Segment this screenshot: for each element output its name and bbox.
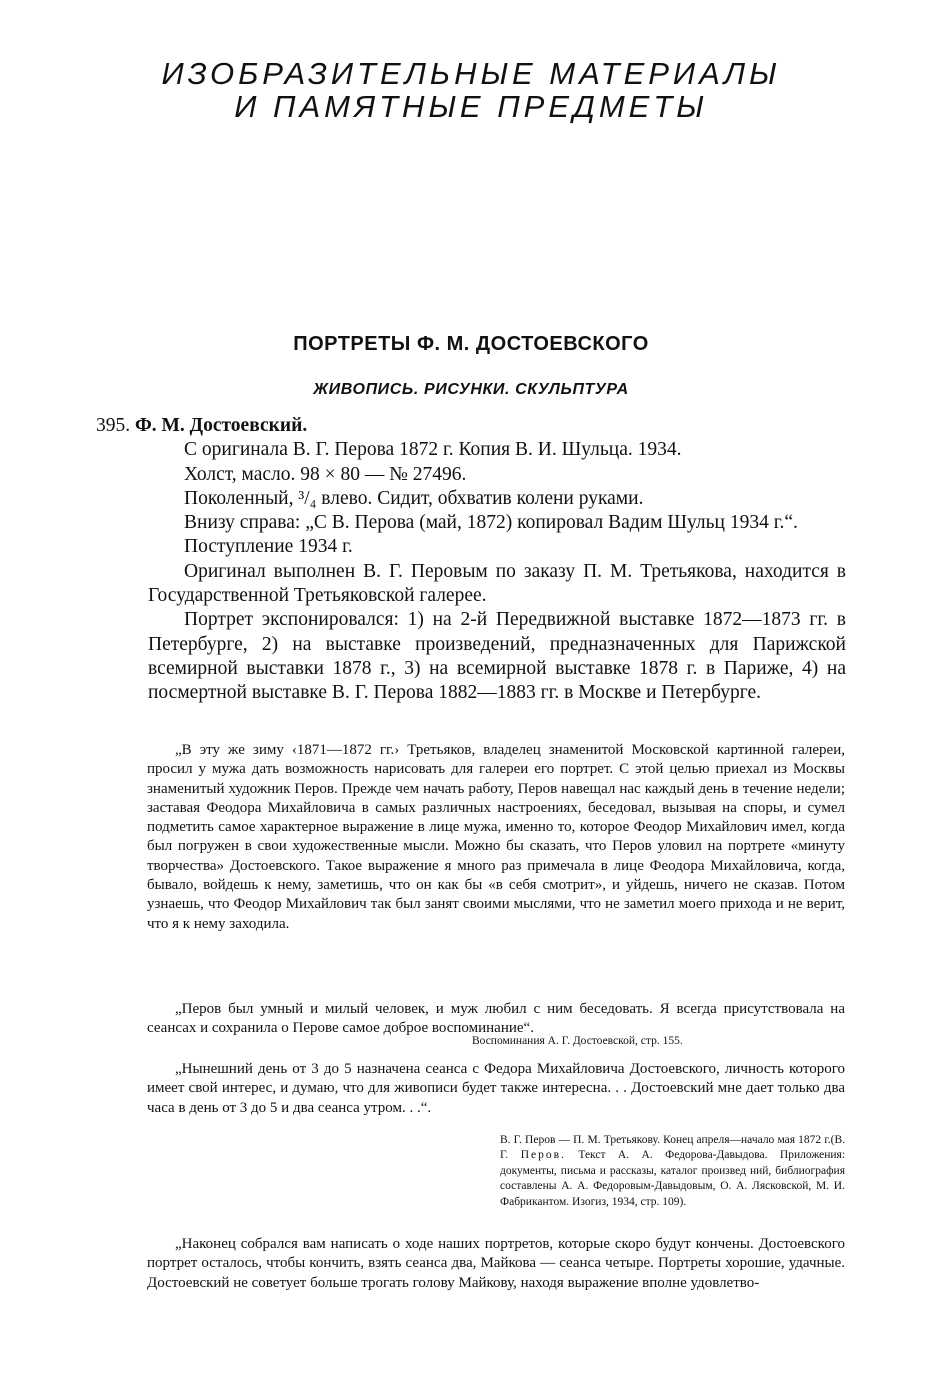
entry-title: Ф. М. Достоевский.: [135, 415, 308, 436]
citation-perov-letter: [500, 1133, 845, 1210]
entry-number: 395.: [96, 415, 131, 436]
entry-line: С оригинала В. Г. Перова 1872 г. Копия В. И. Шульца. 1934.: [184, 439, 682, 461]
entry-line: Внизу справа: „С В. Перова (май, 1872) копировал Вадим Шульц 1934 г.“.: [184, 512, 798, 534]
section-title-line-1: ИЗОБРАЗИТЕЛЬНЫЕ МАТЕРИАЛЫ: [161, 56, 781, 91]
section-title-line-2: И ПАМЯТНЫЕ ПРЕДМЕТЫ: [234, 89, 708, 124]
entry-line: Поступление 1934 г.: [184, 536, 353, 558]
citation-memoirs: Воспоминания А. Г. Достоевской, стр. 155.: [472, 1035, 683, 1047]
entry-line: Поколенный, ³/₄ влево. Сидит, обхватив колени руками.: [184, 487, 644, 509]
citation-author-spaced: Перов.: [520, 1149, 566, 1162]
entry-line: Холст, масло. 98 × 80 — № 27496.: [184, 463, 467, 485]
entry-line: Оригинал выполнен В. Г. Перовым по заказу П. М. Третьякова, находится в Государственной Третьяковской галерее.: [148, 560, 846, 607]
chapter-subheading: ЖИВОПИСЬ. РИСУНКИ. СКУЛЬПТУРА: [313, 381, 629, 398]
quote-memoirs-1: „В эту же зиму ‹1871—1872 гг.› Третьяков, владелец знаменитой Московской картинной галереи, просил у мужа дать возможность нарисовать для галереи его портрет. С этой целью приехал из Москвы знаменитый художник Перов. Прежде чем начать работу, Перов навещал нас каждый день в течение недели; заставая Феодора Михайловича в самых различных настроениях, беседовал, вызывая на споры, и сумел подметить самое характерное выражение в лице мужа, именно то, которое Феодор Михайлович имел, когда был погружен в свои художественные мысли. Можно бы сказать, что Перов уловил на портрете «минуту творчества» Достоевского. Такое выражение я много раз примечала в лице Феодора Михайловича, когда, бывало, войдешь к нему, заметишь, что он как бы «в себя смотрит», и уйдешь, ничего не сказав. Потом узнаешь, что Феодор Михайлович так был занят своими мыслями, что не заметил моего прихода и не верит, что я к нему заходила.: [147, 742, 845, 932]
quote-memoirs-2: „Перов был умный и милый человек, и муж любил с ним беседовать. Я всегда присутствовала на сеансах и сохранила о Перове самое доброе воспоминание“.: [147, 1001, 845, 1037]
citation-part: В. Г. Перов — П. М. Третьякову. Конец апреля—начало мая 1872 г.(В. Г.: [500, 1134, 845, 1162]
entry-header: [96, 414, 846, 438]
chapter-heading: ПОРТРЕТЫ Ф. М. ДОСТОЕВСКОГО: [293, 333, 649, 355]
quote-perov-progress: „Наконец собрался вам написать о ходе наших портретов, которые скоро будут кончены. Достоевского портрет осталось, чтобы кончить, взять сеанса два, Майкова — сеанса четыре. Портреты хорошие, удачные. Достоевский не советует больше трогать голову Майкову, находя выражение вполне удовлетво-: [147, 1236, 845, 1291]
quote-perov-letter: „Нынешний день от 3 до 5 назначена сеанса с Федора Михайловича Достоевского, личность которого имеет свой интерес, и думаю, что для живописи будет также интересна. . . Достоевский мне дает только два часа в день от 3 до 5 и два сеанса утром. . .“.: [147, 1061, 845, 1116]
entry-line: Портрет экспонировался: 1) на 2-й Передвижной выставке 1872—1873 гг. в Петербурге, 2) на выставке произведений, предназначенных для Парижской всемирной выставки 1878 г., 3) на всемирной выставке 1878 г. в Париже, 4) на посмертной выставке В. Г. Перова 1882—1883 гг. в Москве и Петербурге.: [148, 609, 846, 704]
catalog-entry: [96, 414, 846, 706]
citation-part: Текст А. А. Федорова-Давыдова. Приложения: документы, письма и рассказы, каталог произвед ний, библиография составлены А. А. Федоровым-Давыдовым, О. А. Лясковской, М. И. Фабрикантом. Изогиз, 1934, стр. 109).: [500, 1149, 846, 1208]
